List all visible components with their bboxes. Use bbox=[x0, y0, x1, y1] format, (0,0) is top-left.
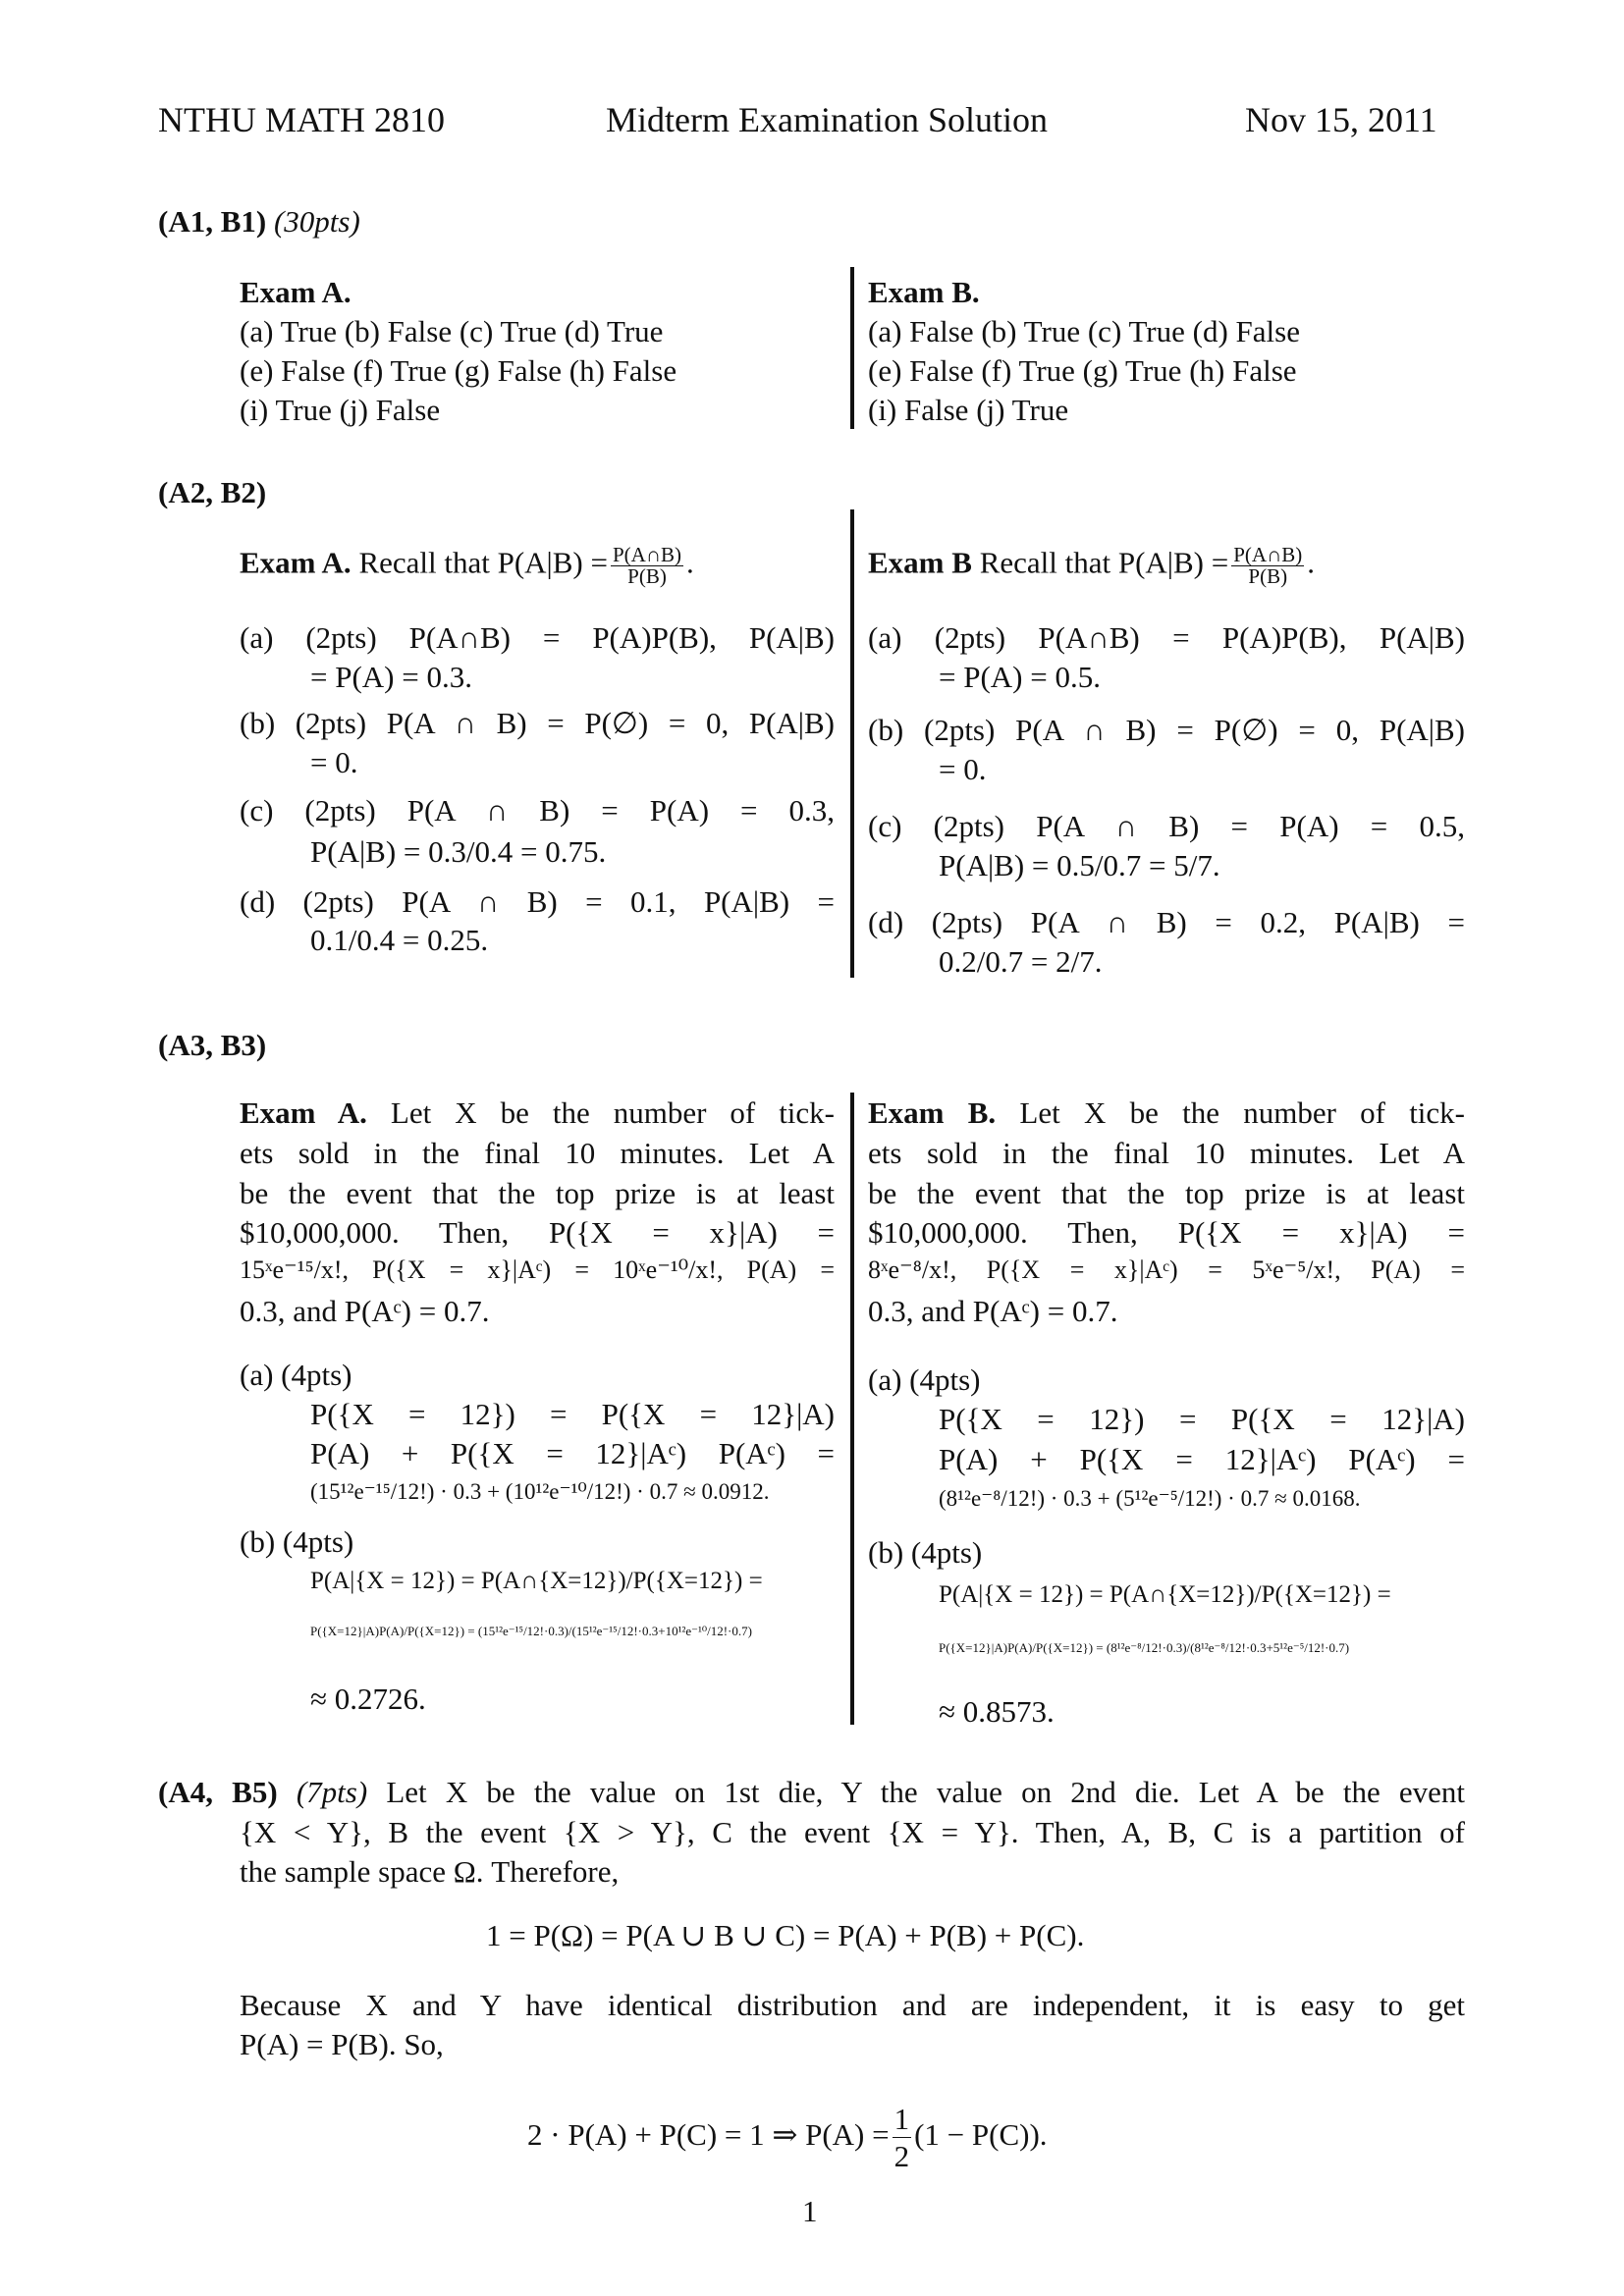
part-b-label: (b) (4pts) bbox=[240, 1524, 354, 1559]
problem-line: the sample space Ω. Therefore, bbox=[240, 1854, 620, 1889]
text: Let X be the number of tick- bbox=[1019, 1095, 1466, 1130]
recall-text: Recall that P(A|B) = bbox=[358, 545, 608, 580]
problem-line bbox=[868, 1097, 1465, 1128]
answer-line: P({X=12}|A)P(A)/P({X=12}) = (8¹²e⁻⁸/12!·0.3)/(8¹²e⁻⁸/12!·0.3+5¹²e⁻⁵/12!·0.7) bbox=[939, 1640, 1350, 1655]
section-a1-b1-heading bbox=[158, 206, 360, 237]
answer-line: P(A) + P({X = 12}|Aᶜ) P(Aᶜ) = bbox=[939, 1442, 1465, 1476]
answer-line: P(A|{X = 12}) = P(A∩{X=12})/P({X=12}) = bbox=[939, 1581, 1391, 1608]
answer-line: P({X = 12}) = P({X = 12}|A) bbox=[310, 1397, 835, 1431]
points: (30pts) bbox=[273, 204, 360, 239]
answer-line: (b) (2pts) P(A ∩ B) = P(∅) = 0, P(A|B) bbox=[240, 706, 835, 740]
numerator: P(A∩B) bbox=[613, 543, 682, 566]
exam-a-label: Exam A. bbox=[240, 1095, 367, 1130]
answer-line: (e) False (f) True (g) False (h) False bbox=[240, 353, 677, 388]
exam-a-label: Exam A. bbox=[240, 545, 352, 580]
problem-line: ets sold in the final 10 minutes. Let A bbox=[868, 1136, 1465, 1170]
section-a3-b3-heading: (A3, B3) bbox=[158, 1028, 267, 1062]
problem-line: 15ˣe⁻¹⁵/x!, P({X = x}|Aᶜ) = 10ˣe⁻¹⁰/x!, P(A) = bbox=[240, 1255, 835, 1284]
answer-line: 0.1/0.4 = 0.25. bbox=[310, 923, 489, 957]
section-a4-b5-heading: (A4, B5) bbox=[158, 1775, 278, 1809]
exam-b-label: Exam B bbox=[868, 545, 972, 580]
column-divider bbox=[850, 267, 854, 429]
problem-line: P(A) = P(B). So, bbox=[240, 2027, 444, 2061]
problem-line: Because X and Y have identical distribution and are independent, it is easy to get bbox=[240, 1988, 1465, 2022]
part-a-label: (a) (4pts) bbox=[868, 1362, 981, 1397]
denominator: P(B) bbox=[1248, 564, 1288, 588]
answer-line: (c) (2pts) P(A ∩ B) = P(A) = 0.5, bbox=[868, 809, 1465, 843]
problem-line: $10,000,000. Then, P({X = x}|A) = bbox=[240, 1215, 835, 1250]
answer-line: (i) True (j) False bbox=[240, 393, 441, 427]
answer-line: (a) (2pts) P(A∩B) = P(A)P(B), P(A|B) bbox=[868, 620, 1465, 655]
problem-line: 0.3, and P(Aᶜ) = 0.7. bbox=[868, 1294, 1118, 1328]
answer-line: P({X=12}|A)P(A)/P({X=12}) = (15¹²e⁻¹⁵/12!·0.3)/(15¹²e⁻¹⁵/12!·0.3+10¹²e⁻¹⁰/12!·0.7) bbox=[310, 1624, 752, 1638]
problem-line: 8ˣe⁻⁸/x!, P({X = x}|Aᶜ) = 5ˣe⁻⁵/x!, P(A) = bbox=[868, 1255, 1465, 1284]
answer-line: = 0. bbox=[939, 752, 987, 786]
answer-line: (d) (2pts) P(A ∩ B) = 0.2, P(A|B) = bbox=[868, 905, 1465, 939]
display-equation: 1 = P(Ω) = P(A ∪ B ∪ C) = P(A) + P(B) + P(C). bbox=[486, 1918, 1085, 1952]
fraction bbox=[893, 2101, 912, 2174]
answer-line: (8¹²e⁻⁸/12!) · 0.3 + (5¹²e⁻⁵/12!) · 0.7 ≈ 0.0168. bbox=[939, 1486, 1361, 1511]
section-label: (A1, B1) bbox=[158, 204, 267, 239]
problem-line: be the event that the top prize is at least bbox=[240, 1176, 835, 1210]
part-b-label: (b) (4pts) bbox=[868, 1535, 983, 1570]
text: Let X be the number of tick- bbox=[390, 1095, 836, 1130]
answer-line: (15¹²e⁻¹⁵/12!) · 0.3 + (10¹²e⁻¹⁰/12!) · 0.7 ≈ 0.0912. bbox=[310, 1479, 770, 1504]
exam-b-recall: Exam B Recall that P(A|B) = $\frac{P(A\cap B)}{P(B)}$ . bbox=[868, 543, 1316, 588]
numerator: 1 bbox=[893, 2101, 912, 2138]
answer-line: (a) True (b) False (c) True (d) True bbox=[240, 314, 664, 348]
answer-line: = 0. bbox=[310, 745, 358, 779]
answer-line: = P(A) = 0.3. bbox=[310, 660, 472, 694]
course-code: NTHU MATH 2810 bbox=[158, 100, 445, 139]
equation-left: 2 · P(A) + P(C) = 1 ⇒ P(A) = bbox=[527, 2116, 890, 2152]
answer-line: (b) (2pts) P(A ∩ B) = P(∅) = 0, P(A|B) bbox=[868, 713, 1465, 747]
exam-a-recall: Exam A. Recall that P(A|B) = $\frac{P(A\cap B)}{P(B)}$ . bbox=[240, 543, 694, 588]
section-a2-b2-heading: (A2, B2) bbox=[158, 475, 267, 509]
answer-line: P(A|{X = 12}) = P(A∩{X=12})/P({X=12}) = bbox=[310, 1568, 763, 1594]
numerator: P(A∩B) bbox=[1233, 543, 1303, 566]
page-number: 1 bbox=[802, 2194, 818, 2228]
problem-line: $10,000,000. Then, P({X = x}|A) = bbox=[868, 1215, 1465, 1250]
problem-line: be the event that the top prize is at least bbox=[868, 1176, 1465, 1210]
equation-right: (1 − P(C)). bbox=[914, 2116, 1048, 2152]
answer-line: (a) False (b) True (c) True (d) False bbox=[868, 314, 1300, 348]
problem-line: 0.3, and P(Aᶜ) = 0.7. bbox=[240, 1294, 490, 1328]
fraction bbox=[1231, 545, 1304, 587]
problem-line: {X < Y}, B the event {X > Y}, C the event {X = Y}. Then, A, B, C is a partition of bbox=[240, 1815, 1465, 1849]
denominator: P(B) bbox=[627, 564, 667, 588]
problem-line: ets sold in the final 10 minutes. Let A bbox=[240, 1136, 835, 1170]
answer-line: P(A|B) = 0.3/0.4 = 0.75. bbox=[310, 834, 607, 869]
answer-line: (i) False (j) True bbox=[868, 393, 1069, 427]
problem-line bbox=[240, 1097, 835, 1128]
answer-line: 0.2/0.7 = 2/7. bbox=[939, 944, 1103, 979]
answer-line: ≈ 0.2726. bbox=[310, 1682, 426, 1716]
answer-line: ≈ 0.8573. bbox=[939, 1694, 1055, 1729]
fraction bbox=[611, 545, 683, 587]
column-divider bbox=[850, 1093, 854, 1725]
display-equation bbox=[527, 2101, 1048, 2174]
text: Let X be the value on 1st die, Y the value on 2nd die. Let A be the event bbox=[386, 1775, 1466, 1809]
recall-text: Recall that P(A|B) = bbox=[979, 545, 1229, 580]
column-divider bbox=[850, 509, 854, 978]
document-title: Midterm Examination Solution bbox=[606, 100, 1048, 139]
answer-line: (a) (2pts) P(A∩B) = P(A)P(B), P(A|B) bbox=[240, 620, 835, 655]
part-a-label: (a) (4pts) bbox=[240, 1358, 352, 1392]
answer-line: (e) False (f) True (g) True (h) False bbox=[868, 353, 1297, 388]
points: (7pts) bbox=[296, 1775, 368, 1809]
answer-line: (d) (2pts) P(A ∩ B) = 0.1, P(A|B) = bbox=[240, 884, 835, 919]
exam-b-label: Exam B. bbox=[868, 275, 980, 309]
problem-line bbox=[158, 1777, 1465, 1807]
answer-line: (c) (2pts) P(A ∩ B) = P(A) = 0.3, bbox=[240, 793, 835, 828]
exam-a-label: Exam A. bbox=[240, 275, 352, 309]
exam-b-label: Exam B. bbox=[868, 1095, 997, 1130]
answer-line: P(A|B) = 0.5/0.7 = 5/7. bbox=[939, 848, 1220, 882]
denominator: 2 bbox=[893, 2139, 910, 2174]
answer-line: P({X = 12}) = P({X = 12}|A) bbox=[939, 1402, 1465, 1436]
answer-line: P(A) + P({X = 12}|Aᶜ) P(Aᶜ) = bbox=[310, 1436, 835, 1470]
exam-date: Nov 15, 2011 bbox=[1245, 100, 1437, 139]
answer-line: = P(A) = 0.5. bbox=[939, 660, 1101, 694]
